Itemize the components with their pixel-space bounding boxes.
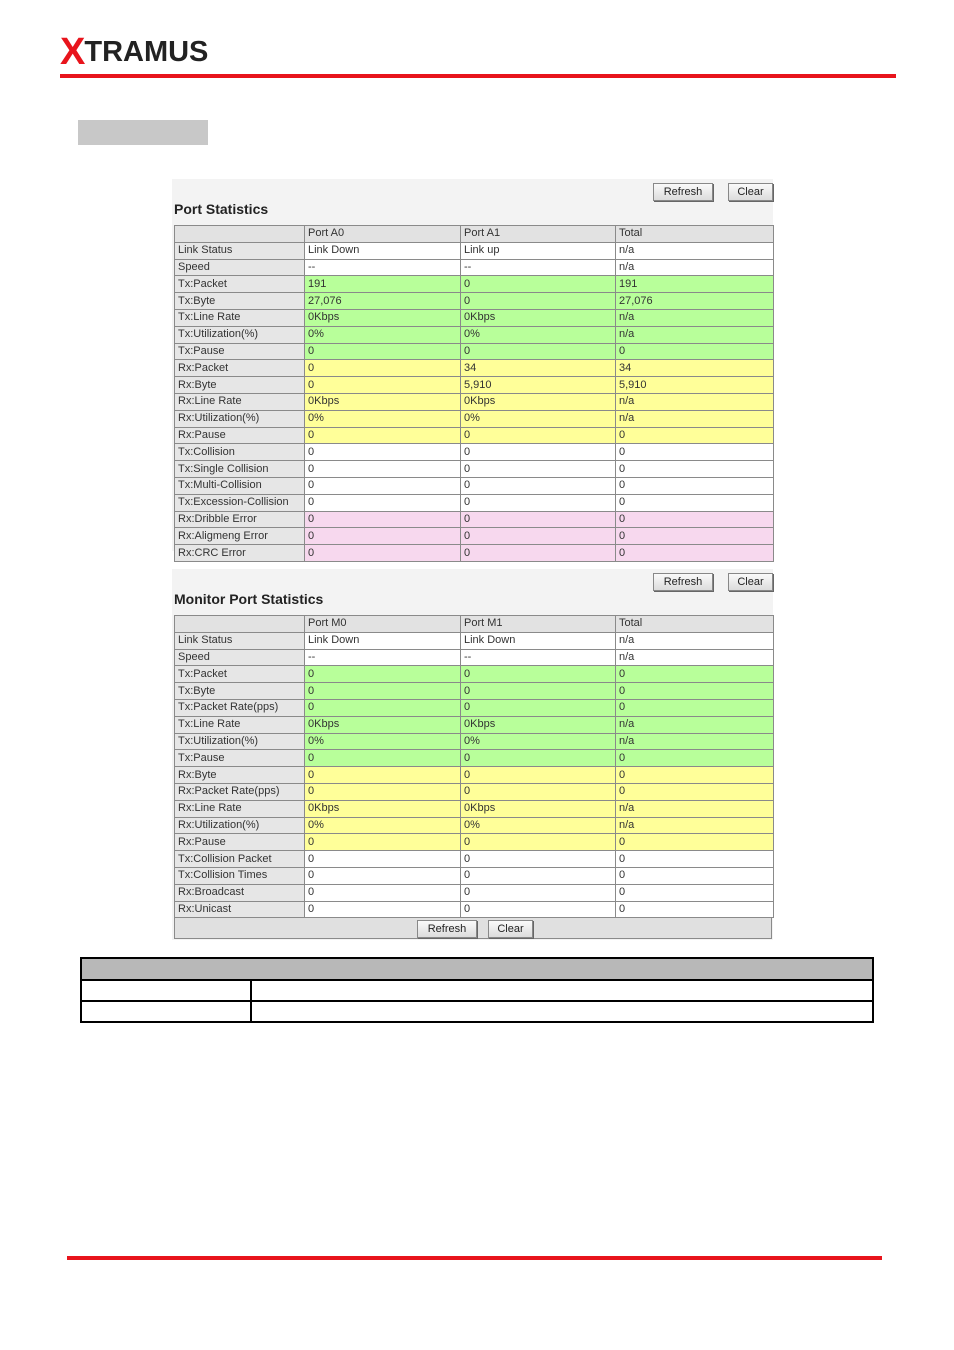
table-cell: 0	[461, 901, 616, 918]
row-label: Rx:Pause	[175, 427, 305, 444]
column-header	[175, 616, 305, 633]
table-row	[175, 733, 774, 750]
table-cell: 0	[461, 343, 616, 360]
table-cell: 0	[616, 767, 774, 784]
table-header-row	[175, 616, 774, 633]
table-cell: 0	[616, 884, 774, 901]
table-cell: 27,076	[616, 293, 774, 310]
table-cell: 0	[461, 683, 616, 700]
column-header	[175, 226, 305, 243]
table-row	[175, 545, 774, 562]
row-label: Rx:Broadcast	[175, 884, 305, 901]
table-cell: 0	[616, 494, 774, 511]
table-row	[175, 427, 774, 444]
table-cell: 0	[305, 851, 461, 868]
table-row	[175, 884, 774, 901]
logo-text: TRAMUS	[84, 36, 209, 68]
table-cell: Link Down	[305, 242, 461, 259]
table-cell: 0	[305, 699, 461, 716]
table-row	[175, 901, 774, 918]
table-cell: 0	[461, 867, 616, 884]
table-cell: 0Kbps	[461, 309, 616, 326]
table-cell: n/a	[616, 632, 774, 649]
table-row	[175, 716, 774, 733]
table-cell: 0	[305, 783, 461, 800]
table-cell: 0	[616, 511, 774, 528]
table-row	[175, 683, 774, 700]
table-cell: 0%	[461, 733, 616, 750]
table-cell: 0%	[305, 326, 461, 343]
table-cell: 0	[616, 528, 774, 545]
column-header: Port A1	[461, 226, 616, 243]
row-label: Link Status	[175, 242, 305, 259]
table-cell: 0	[305, 377, 461, 394]
row-label: Tx:Excession-Collision	[175, 494, 305, 511]
table-cell: 0Kbps	[305, 800, 461, 817]
table-cell: 5,910	[616, 377, 774, 394]
table-row	[175, 494, 774, 511]
table-cell: 0	[461, 461, 616, 478]
table-cell: 0	[305, 767, 461, 784]
table-cell: 0	[305, 834, 461, 851]
row-label: Tx:Collision	[175, 444, 305, 461]
description-cell	[251, 980, 873, 1001]
table-cell: 0	[305, 867, 461, 884]
row-label: Tx:Packet	[175, 276, 305, 293]
table-cell: 0	[461, 851, 616, 868]
table-cell: 0	[305, 666, 461, 683]
description-cell	[81, 980, 251, 1001]
table-row	[175, 444, 774, 461]
table-cell: Link up	[461, 242, 616, 259]
table-cell: 0	[305, 545, 461, 562]
table-cell: 0	[616, 477, 774, 494]
table-cell: 0	[616, 699, 774, 716]
table-cell: 34	[616, 360, 774, 377]
refresh-button[interactable]: Refresh	[653, 573, 713, 591]
column-header: Total	[616, 226, 774, 243]
table-cell: 0	[461, 494, 616, 511]
table-row	[175, 528, 774, 545]
table-cell: 0	[616, 343, 774, 360]
table-cell: 0	[305, 511, 461, 528]
table-row	[175, 276, 774, 293]
row-label: Tx:Pause	[175, 343, 305, 360]
row-label: Rx:Packet Rate(pps)	[175, 783, 305, 800]
row-label: Tx:Multi-Collision	[175, 477, 305, 494]
table-cell: 0	[616, 444, 774, 461]
table-cell: 0	[305, 477, 461, 494]
table-cell: 0	[461, 699, 616, 716]
panel-title: Port Statistics	[174, 201, 269, 217]
table-cell: 0	[461, 884, 616, 901]
column-header: Total	[616, 616, 774, 633]
table-cell: 0	[461, 767, 616, 784]
table-cell: 191	[305, 276, 461, 293]
table-row	[175, 326, 774, 343]
row-label: Link Status	[175, 632, 305, 649]
table-cell: 0	[461, 528, 616, 545]
table-row	[175, 293, 774, 310]
table-row	[175, 461, 774, 478]
table-row	[175, 851, 774, 868]
row-label: Rx:Dribble Error	[175, 511, 305, 528]
description-row	[81, 980, 873, 1001]
table-row	[175, 309, 774, 326]
column-header: Port M1	[461, 616, 616, 633]
table-cell: 0Kbps	[305, 716, 461, 733]
table-cell: 0	[461, 293, 616, 310]
column-header: Port M0	[305, 616, 461, 633]
row-label: Tx:Pause	[175, 750, 305, 767]
table-cell: n/a	[616, 326, 774, 343]
description-header-row	[81, 958, 873, 980]
table-cell: 0	[616, 783, 774, 800]
row-label: Speed	[175, 649, 305, 666]
row-label: Rx:CRC Error	[175, 545, 305, 562]
table-cell: n/a	[616, 649, 774, 666]
table-row	[175, 410, 774, 427]
table-cell: n/a	[616, 410, 774, 427]
table-cell: --	[305, 259, 461, 276]
table-row	[175, 343, 774, 360]
row-label: Rx:Line Rate	[175, 800, 305, 817]
table-cell: 0	[305, 343, 461, 360]
table-cell: --	[305, 649, 461, 666]
table-cell: 0%	[461, 326, 616, 343]
table-row	[175, 377, 774, 394]
table-cell: 0	[616, 545, 774, 562]
description-header-cell	[81, 958, 873, 980]
monitor-port-statistics-panel	[172, 569, 773, 940]
table-row	[175, 393, 774, 410]
row-label: Rx:Line Rate	[175, 393, 305, 410]
table-cell: 0Kbps	[305, 309, 461, 326]
clear-button[interactable]: Clear	[728, 183, 773, 201]
table-cell: 0	[616, 750, 774, 767]
row-label: Rx:Byte	[175, 377, 305, 394]
description-row	[81, 1001, 873, 1022]
table-row	[175, 699, 774, 716]
clear-button[interactable]: Clear	[728, 573, 773, 591]
table-row	[175, 867, 774, 884]
table-row	[175, 800, 774, 817]
table-cell: 0	[616, 427, 774, 444]
table-cell: 0	[616, 834, 774, 851]
table-cell: 0	[461, 427, 616, 444]
table-cell: 0	[305, 427, 461, 444]
table-cell: n/a	[616, 800, 774, 817]
table-cell: 34	[461, 360, 616, 377]
table-cell: n/a	[616, 309, 774, 326]
table-cell: 0	[616, 851, 774, 868]
footer-clear-button[interactable]: Clear	[488, 920, 533, 938]
section-heading-bar	[78, 120, 208, 145]
row-label: Speed	[175, 259, 305, 276]
table-cell: 0Kbps	[305, 393, 461, 410]
table-cell: --	[461, 259, 616, 276]
table-cell: 0%	[305, 817, 461, 834]
header-divider	[60, 74, 896, 78]
table-cell: n/a	[616, 393, 774, 410]
port-statistics-table	[174, 225, 774, 562]
table-cell: n/a	[616, 817, 774, 834]
table-row	[175, 242, 774, 259]
footer-divider	[67, 1256, 882, 1260]
row-label: Tx:Utilization(%)	[175, 326, 305, 343]
port-statistics-panel	[172, 179, 773, 559]
table-row	[175, 767, 774, 784]
row-label: Tx:Line Rate	[175, 309, 305, 326]
table-cell: n/a	[616, 242, 774, 259]
description-table	[80, 957, 874, 1023]
table-cell: 0	[461, 477, 616, 494]
table-cell: 0%	[461, 817, 616, 834]
table-cell: 0	[461, 834, 616, 851]
table-cell: Link Down	[305, 632, 461, 649]
row-label: Tx:Utilization(%)	[175, 733, 305, 750]
row-label: Rx:Aligmeng Error	[175, 528, 305, 545]
table-cell: 191	[616, 276, 774, 293]
table-cell: 0Kbps	[461, 393, 616, 410]
description-cell	[81, 1001, 251, 1022]
table-cell: 0%	[305, 733, 461, 750]
table-cell: 0	[461, 666, 616, 683]
table-cell: 0	[305, 444, 461, 461]
table-cell: 0	[616, 666, 774, 683]
row-label: Tx:Byte	[175, 683, 305, 700]
table-cell: 0	[305, 750, 461, 767]
table-cell: 27,076	[305, 293, 461, 310]
table-cell: 0	[305, 901, 461, 918]
table-cell: 0	[616, 683, 774, 700]
row-label: Tx:Line Rate	[175, 716, 305, 733]
table-cell: n/a	[616, 733, 774, 750]
refresh-button[interactable]: Refresh	[653, 183, 713, 201]
table-row	[175, 360, 774, 377]
table-cell: n/a	[616, 716, 774, 733]
footer-bar	[174, 917, 772, 939]
table-cell: 0	[305, 528, 461, 545]
row-label: Rx:Byte	[175, 767, 305, 784]
table-cell: 0%	[461, 410, 616, 427]
table-cell: 0	[305, 884, 461, 901]
row-label: Tx:Byte	[175, 293, 305, 310]
table-cell: 0	[305, 360, 461, 377]
table-cell: 0	[305, 683, 461, 700]
table-cell: 0	[461, 444, 616, 461]
table-cell: 0	[616, 867, 774, 884]
table-row	[175, 834, 774, 851]
row-label: Tx:Packet	[175, 666, 305, 683]
row-label: Rx:Utilization(%)	[175, 817, 305, 834]
logo-x: X	[60, 31, 85, 73]
table-row	[175, 666, 774, 683]
row-label: Rx:Packet	[175, 360, 305, 377]
panel-title: Monitor Port Statistics	[174, 591, 324, 607]
table-row	[175, 649, 774, 666]
table-cell: 0Kbps	[461, 716, 616, 733]
column-header: Port A0	[305, 226, 461, 243]
table-cell: 0	[461, 783, 616, 800]
row-label: Tx:Collision Times	[175, 867, 305, 884]
table-cell: 0Kbps	[461, 800, 616, 817]
row-label: Rx:Unicast	[175, 901, 305, 918]
table-row	[175, 817, 774, 834]
table-cell: Link Down	[461, 632, 616, 649]
footer-refresh-button[interactable]: Refresh	[417, 920, 477, 938]
row-label: Rx:Pause	[175, 834, 305, 851]
table-cell: 0	[461, 750, 616, 767]
description-cell	[251, 1001, 873, 1022]
table-cell: 0	[305, 461, 461, 478]
table-cell: 0	[461, 276, 616, 293]
table-cell: 0	[461, 545, 616, 562]
table-cell: n/a	[616, 259, 774, 276]
row-label: Tx:Packet Rate(pps)	[175, 699, 305, 716]
monitor-port-statistics-table	[174, 615, 774, 918]
table-header-row	[175, 226, 774, 243]
table-cell: 0	[305, 494, 461, 511]
table-row	[175, 632, 774, 649]
table-cell: 0	[616, 901, 774, 918]
table-row	[175, 750, 774, 767]
table-cell: --	[461, 649, 616, 666]
table-cell: 0%	[305, 410, 461, 427]
row-label: Rx:Utilization(%)	[175, 410, 305, 427]
table-row	[175, 511, 774, 528]
table-row	[175, 783, 774, 800]
row-label: Tx:Collision Packet	[175, 851, 305, 868]
table-row	[175, 259, 774, 276]
xtramus-logo	[60, 33, 208, 71]
table-row	[175, 477, 774, 494]
table-cell: 5,910	[461, 377, 616, 394]
table-cell: 0	[616, 461, 774, 478]
table-cell: 0	[461, 511, 616, 528]
row-label: Tx:Single Collision	[175, 461, 305, 478]
